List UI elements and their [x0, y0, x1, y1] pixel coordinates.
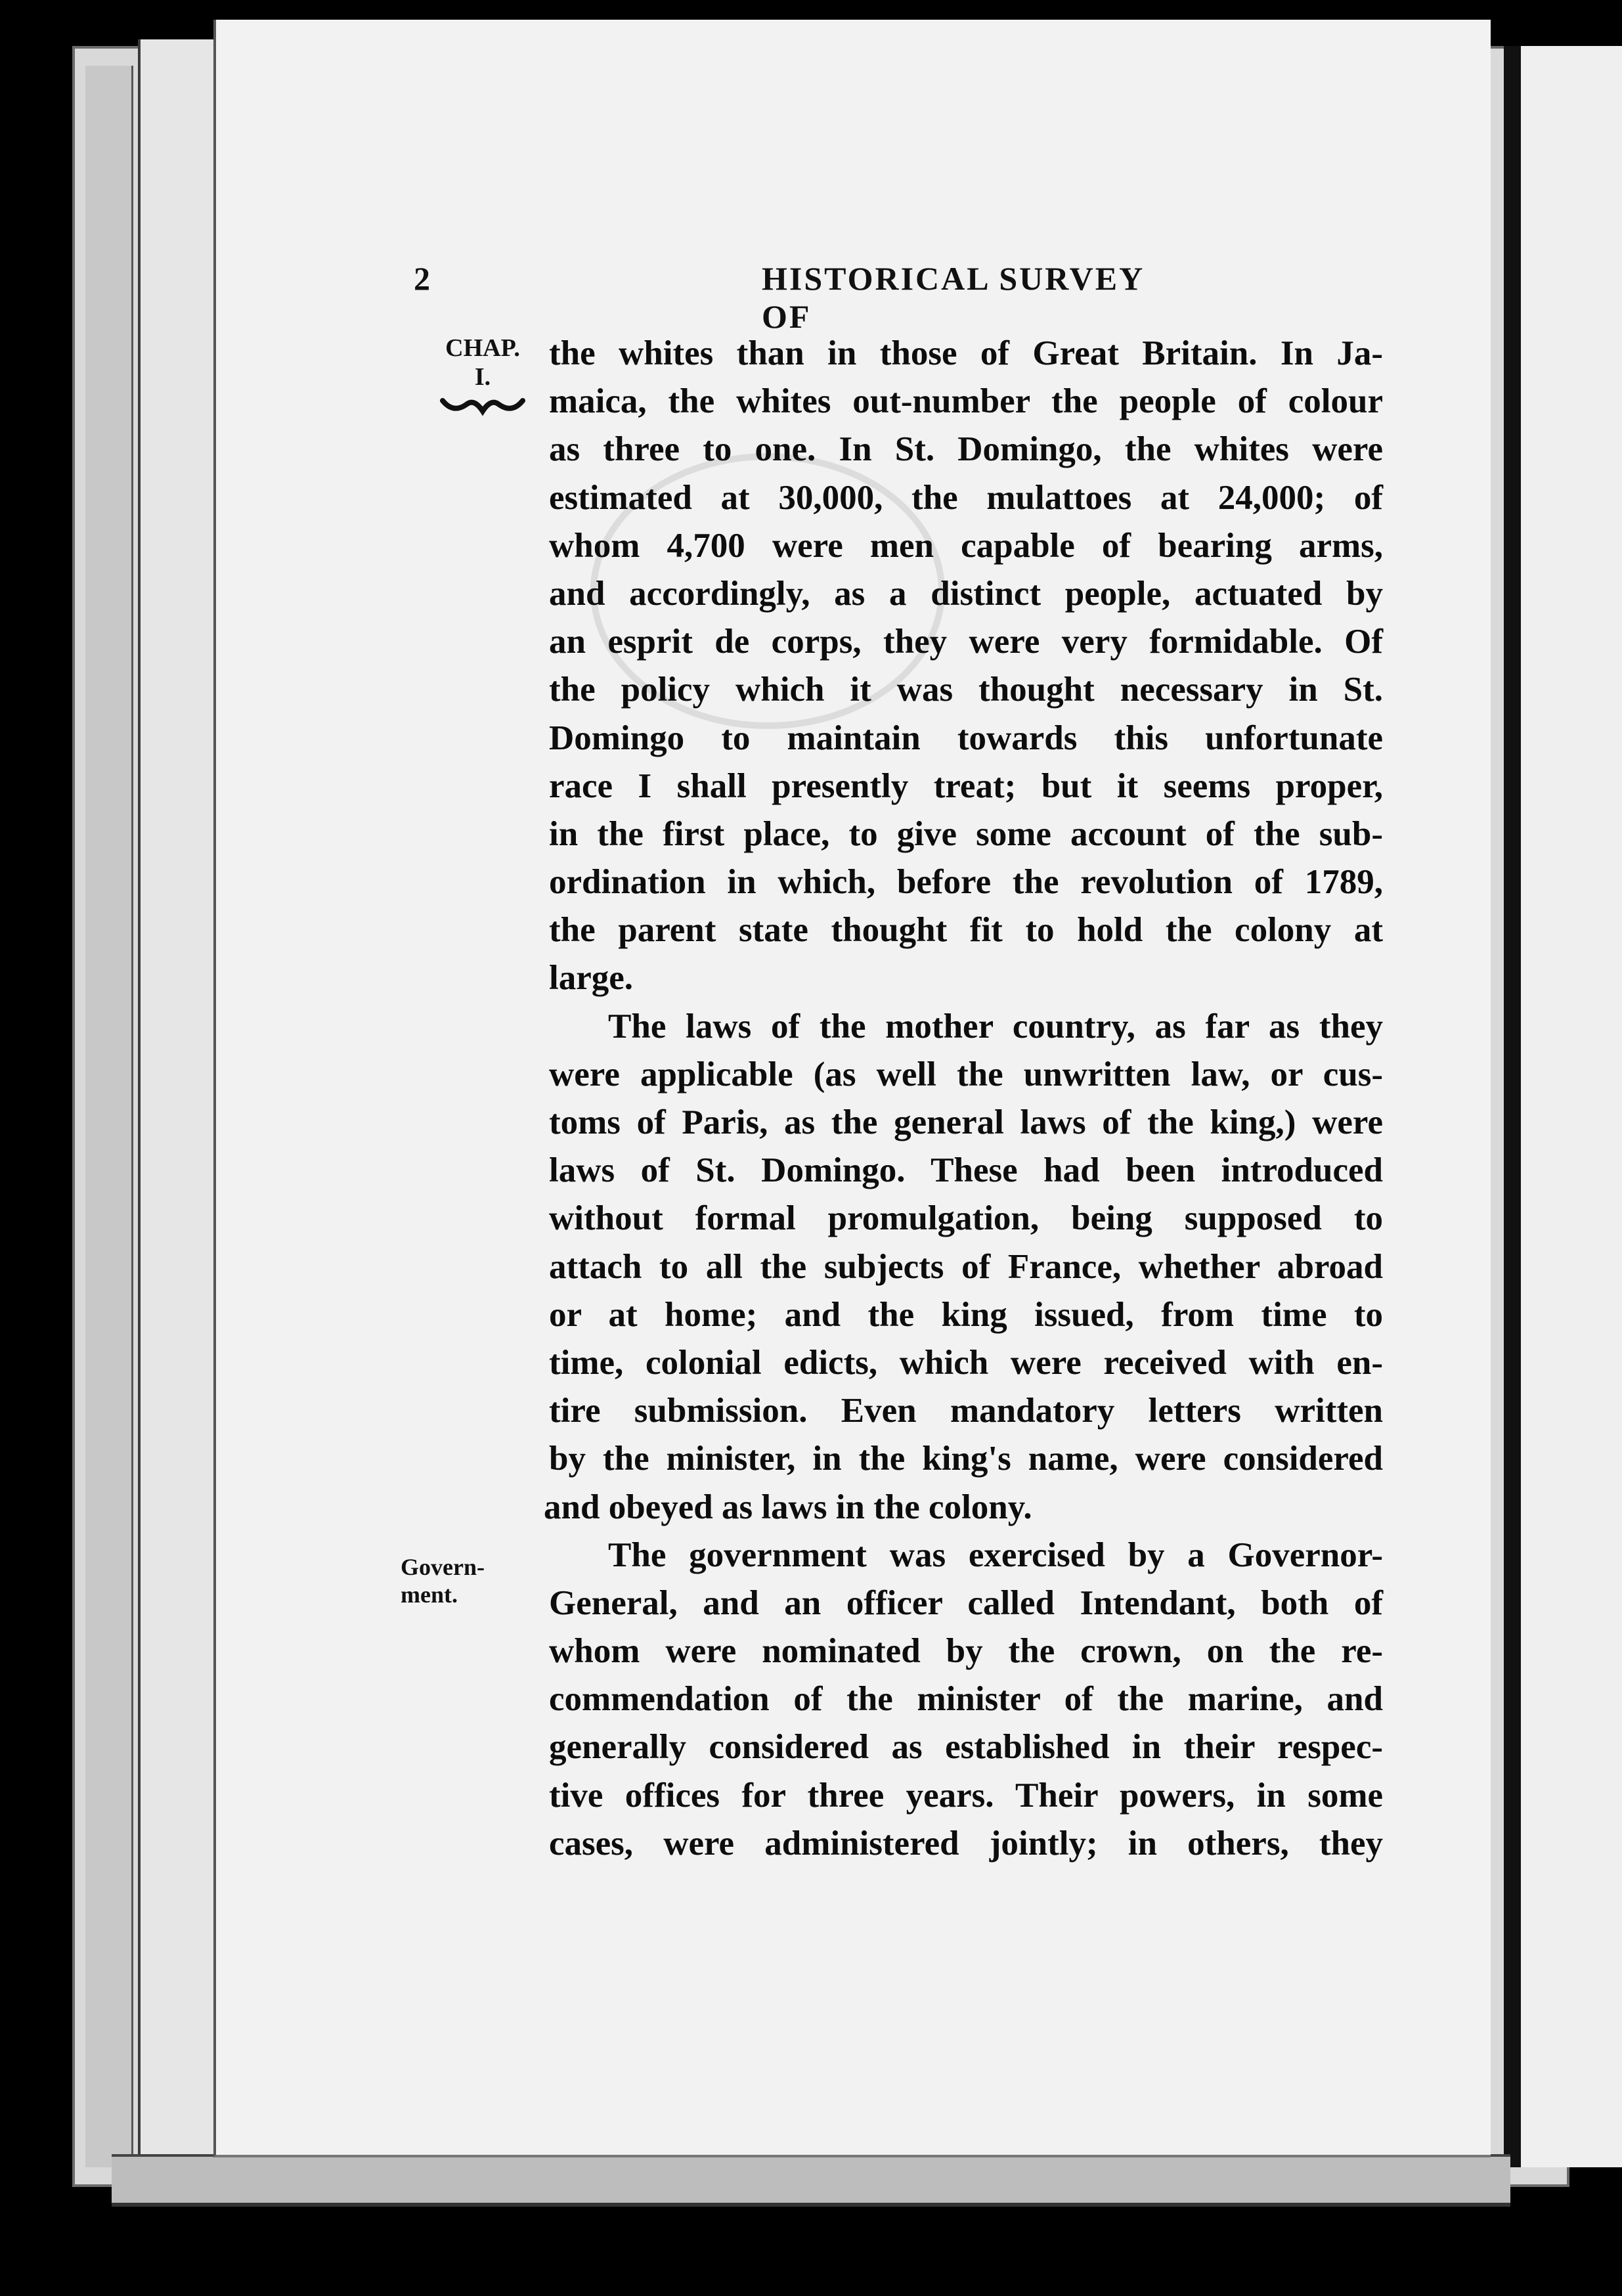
chapter-marginal-note	[433, 334, 532, 418]
text-line: tire submission. Even mandatory letters written	[549, 1392, 1383, 1430]
text-line: Domingo to maintain towards this unfortunate	[549, 718, 1383, 757]
text-line: whom were nominated by the crown, on the re-	[549, 1632, 1383, 1671]
body-text	[544, 330, 1383, 1868]
text-line: or at home; and the king issued, from time to	[549, 1295, 1383, 1334]
text-line: the whites than in those of Great Britain. In Ja-	[549, 334, 1383, 372]
text-line: General, and an officer called Intendant, both of	[549, 1583, 1383, 1622]
page-stack-bottom	[112, 2154, 1510, 2207]
text-line: race I shall presently treat; but it seems proper,	[549, 766, 1383, 805]
text-line: generally considered as established in their respec-	[549, 1728, 1383, 1767]
text-line: whom 4,700 were men capable of bearing arms,	[549, 526, 1383, 565]
text-line: and obeyed as laws in the colony.	[544, 1488, 1032, 1526]
chapter-label: CHAP.	[445, 334, 520, 362]
text-line: and accordingly, as a distinct people, actuated by	[549, 574, 1383, 613]
page-stack-left	[85, 66, 133, 2167]
text-line: by the minister, in the king's name, were considered	[549, 1440, 1383, 1478]
running-title: HISTORICAL SURVEY OF	[762, 260, 1144, 335]
text-line: in the first place, to give some account of the sub-	[549, 814, 1383, 853]
text-line: the policy which it was thought necessary in St.	[549, 671, 1383, 709]
text-line: large.	[549, 959, 634, 998]
text-line: were applicable (as well the unwritten law, or cus-	[549, 1055, 1383, 1093]
text-line: commendation of the minister of the marine, and	[549, 1680, 1383, 1719]
text-line: maica, the whites out-number the people of colour	[549, 382, 1383, 421]
text-line: as three to one. In St. Domingo, the whites were	[549, 430, 1383, 469]
text-line: The government was exercised by a Governor-	[608, 1535, 1383, 1574]
government-marginal-note	[401, 1553, 512, 1608]
text-line: cases, were administered jointly; in others, they	[549, 1824, 1383, 1863]
text-line: time, colonial edicts, which were received with en-	[549, 1343, 1383, 1382]
text-line: ordination in which, before the revolution of 1789,	[549, 863, 1383, 902]
text-line: laws of St. Domingo. These had been introduced	[549, 1151, 1383, 1190]
page-header	[414, 259, 1189, 335]
text-line: estimated at 30,000, the mulattoes at 24,000; of	[549, 478, 1383, 517]
page-number: 2	[414, 260, 430, 297]
text-line: without formal promulgation, being supposed to	[549, 1199, 1383, 1238]
text-line: The laws of the mother country, as far as they	[608, 1007, 1383, 1046]
brace-flourish-icon	[440, 391, 525, 418]
chapter-number: I.	[474, 363, 491, 391]
facing-page-edge	[1504, 46, 1622, 2167]
text-line: attach to all the subjects of France, whether abroad	[549, 1247, 1383, 1286]
text-line: toms of Paris, as the general laws of the king,) were	[549, 1103, 1383, 1141]
text-line: tive offices for three years. Their powers, in some	[549, 1776, 1383, 1815]
government-label-2: ment.	[401, 1581, 458, 1608]
text-line: an esprit de corps, they were very formidable. Of	[549, 623, 1383, 661]
government-label: Govern-	[401, 1554, 485, 1580]
text-line: the parent state thought fit to hold the colony at	[549, 911, 1383, 950]
